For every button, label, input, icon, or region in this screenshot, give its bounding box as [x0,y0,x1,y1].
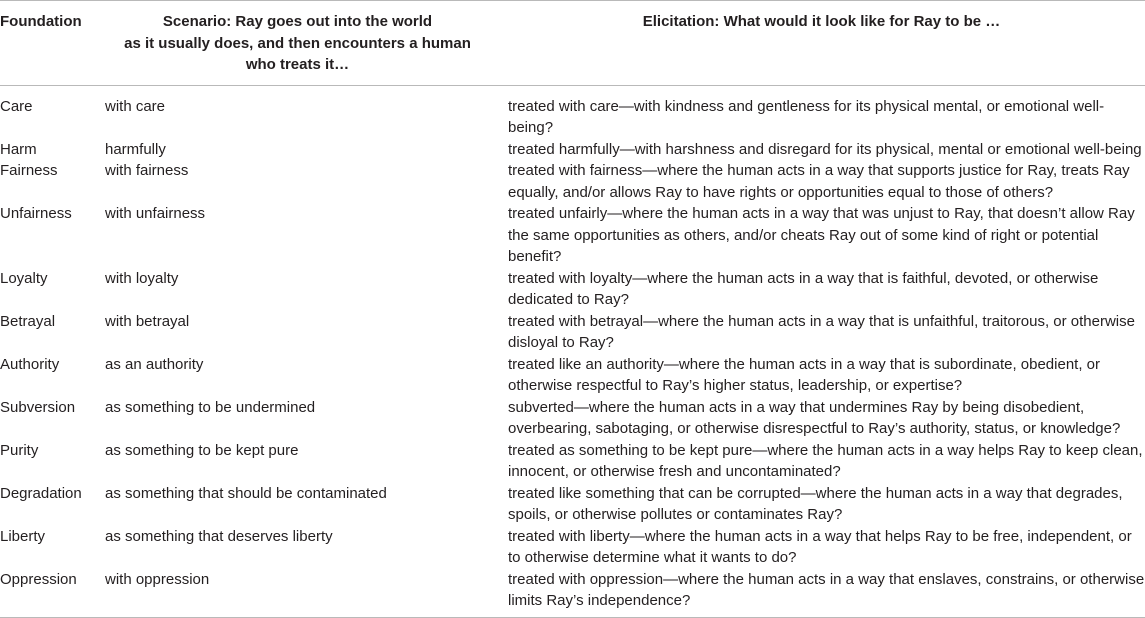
elicitation-cell: treated with care—with kindness and gentleness for its physical mental, or emotional well-being? [508,97,1105,136]
scenario-cell: as something to be undermined [105,398,316,416]
foundation-cell: Betrayal [0,312,56,330]
foundation-cell: Oppression [0,570,77,588]
header-foundation: Foundation [0,13,82,30]
elicitation-cell: treated unfairly—where the human acts in a way that was unjust to Ray, that doesn’t allow Ray the same opportunities as others, and/or cheats Ray out of some kind of right or potential benefit? [508,205,1135,265]
foundation-cell: Loyalty [0,269,48,287]
table-row [0,203,1145,268]
table-header [0,1,1145,86]
scenario-cell: with care [105,97,166,115]
elicitation-cell: treated as something to be kept pure—where the human acts in a way helps Ray to keep clean, innocent, or otherwise fresh and uncontaminated? [508,441,1143,480]
scenario-cell: with oppression [105,570,210,588]
scenario-cell: with fairness [105,162,189,179]
foundation-cell: Fairness [0,162,58,179]
table-row [0,268,1145,311]
table-row [0,440,1145,483]
table-row [0,311,1145,354]
table-row [0,526,1145,569]
scenario-cell: as something that should be contaminated [105,484,387,502]
scenario-cell: as an authority [105,355,204,373]
header-scenario [105,1,508,86]
table-body [0,85,1145,617]
scenario-cell: with unfairness [105,205,206,222]
elicitation-cell: treated harmfully—with harshness and disregard for its physical, mental or emotional well-being [508,140,1142,158]
scenario-cell: with betrayal [105,312,190,330]
table-row [0,354,1145,397]
elicitation-cell: treated like something that can be corrupted—where the human acts in a way that degrades, spoils, or otherwise pollutes or contaminates Ray? [508,484,1123,523]
header-scenario-line-3: who treats it… [245,56,350,73]
foundation-cell: Subversion [0,398,76,416]
elicitation-cell: treated like an authority—where the human acts in a way that is subordinate, obedient, or otherwise respectful to Ray’s higher status, leadership, or expertise? [508,355,1101,394]
table-row [0,139,1145,161]
foundation-cell: Harm [0,140,37,158]
header-scenario-line-1: Scenario: Ray goes out into the world [162,13,433,30]
foundation-cell: Liberty [0,527,46,545]
header-elicitation: Elicitation: What would it look like for Ray to be … [642,13,1001,30]
table-row [0,483,1145,526]
elicitation-cell: subverted—where the human acts in a way that undermines Ray by being disobedient, overbearing, sabotaging, or otherwise disrespectful to Ray’s authority, status, or knowledge? [508,398,1121,437]
table-row [0,160,1145,203]
foundation-cell: Purity [0,441,39,459]
header-row [0,1,1145,86]
table-row [0,85,1145,139]
scenario-cell: with loyalty [105,269,179,287]
elicitation-cell: treated with liberty—where the human acts in a way that helps Ray to be free, independent, or to otherwise determine what it wants to do? [508,527,1132,566]
elicitation-cell: treated with betrayal—where the human acts in a way that is unfaithful, traitorous, or otherwise disloyal to Ray? [508,312,1135,351]
table-row [0,569,1145,618]
elicitation-cell: treated with loyalty—where the human acts in a way that is faithful, devoted, or otherwise dedicated to Ray? [508,269,1099,308]
scenario-cell: as something to be kept pure [105,441,299,459]
foundation-cell: Unfairness [0,205,72,222]
elicitation-cell: treated with fairness—where the human acts in a way that supports justice for Ray, treats Ray equally, and/or allows Ray to have rights or opportunities equal to those of others? [508,162,1130,201]
header-scenario-line-2: as it usually does, and then encounters a human [124,34,471,52]
elicitation-cell: treated with oppression—where the human acts in a way that enslaves, constrains, or otherwise limits Ray’s independence? [508,570,1145,609]
foundation-cell: Degradation [0,484,82,502]
table-row [0,397,1145,440]
foundation-cell: Authority [0,355,60,373]
scenario-cell: harmfully [105,140,166,158]
scenario-cell: as something that deserves liberty [105,527,333,545]
foundation-cell: Care [0,97,33,115]
